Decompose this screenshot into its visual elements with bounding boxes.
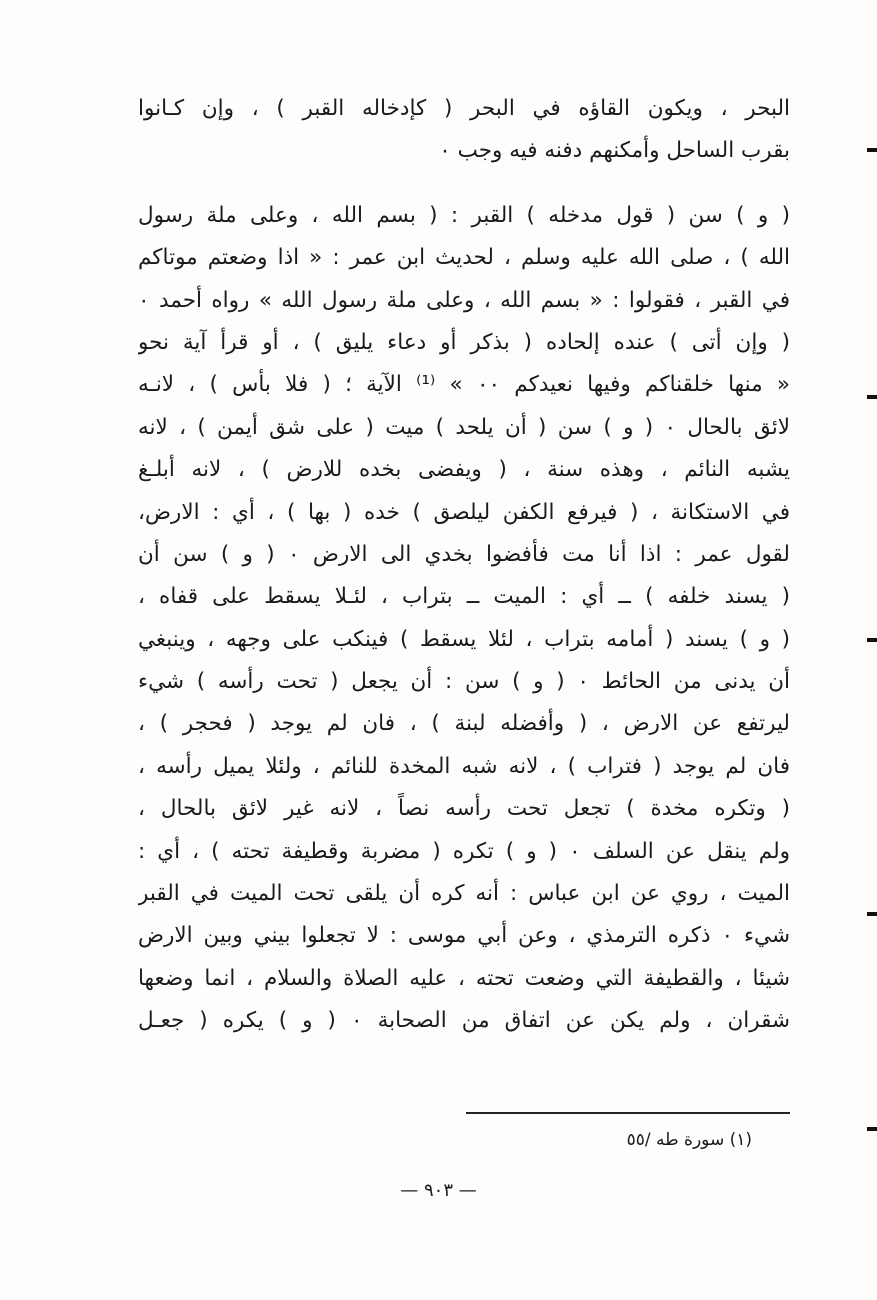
text-line: شيء ٠ ذكره الترمذي ، وعن أبي موسى : لا تجعلوا بيني وبين الارض <box>138 923 790 949</box>
paragraph <box>138 195 790 1043</box>
main-text <box>138 88 790 1043</box>
text-line: شيئا ، والقطيفة التي وضعت تحته ، عليه الصلاة والسلام ، انما وضعها <box>138 965 790 991</box>
text-line: لائق بالحال ٠ ( و ) سن ( أن يلحد ) ميت ( على شق أيمن ) ، لانه <box>138 414 790 440</box>
text-line: ( وتكره مخدة ) تجعل تحت رأسه نصاً ، لانه غير لائق بالحال ، <box>138 796 790 822</box>
text-line: في الاستكانة ، ( فيرفع الكفن ليلصق ) خده ( بها ) ، أي : الارض، <box>138 499 790 525</box>
text-line: الله ) ، صلى الله عليه وسلم ، لحديث ابن عمر : « اذا وضعتم موتاكم <box>138 245 790 271</box>
text-line: ( يسند خلفه ) ــ أي : الميت ــ بتراب ، لئـلا يسقط على قفاه ، <box>138 584 790 610</box>
text-line: في القبر ، فقولوا : « بسم الله ، وعلى ملة رسول الله » رواه أحمد ٠ <box>138 287 790 313</box>
footnote-separator <box>466 1112 790 1114</box>
text-line: ( و ) يسند ( أمامه بتراب ، لئلا يسقط ) فينكب على وجهه ، وينبغي <box>138 626 790 652</box>
text-line: ليرتفع عن الارض ، ( وأفضله لبنة ) ، فان لم يوجد ( فحجر ) ، <box>138 711 790 737</box>
paragraph <box>138 88 790 173</box>
text-line: البحر ، ويكون القاؤه في البحر ( كإدخاله القبر ) ، وإن كـانوا <box>138 96 790 121</box>
text-line: « منها خلقناكم وفيها نعيدكم ٠٠ » ⁽¹⁾ الآية ؛ ( فلا بأس ) ، لانـه <box>138 372 790 398</box>
text-line: شقران ، ولم يكن عن اتفاق من الصحابة ٠ ( و ) يكره ( جعـل <box>138 1008 790 1034</box>
text-line: ( و ) سن ( قول مدخله ) القبر : ( بسم الله ، وعلى ملة رسول <box>138 202 790 228</box>
text-line: فان لم يوجد ( فتراب ) ، لانه شبه المخدة للنائم ، ولئلا يميل رأسه ، <box>138 753 790 779</box>
text-line: الميت ، روي عن ابن عباس : أنه كره أن يلقى تحت الميت في القبر <box>138 881 790 907</box>
footnote: (١) سورة طه /٥٥ <box>626 1130 752 1150</box>
scan-edge-mark <box>867 395 877 399</box>
text-line: أن يدنى من الحائط ٠ ( و ) سن : أن يجعل ( تحت رأسه ) شيء <box>138 669 790 695</box>
text-line: ( وإن أتى ) عنده إلحاده ( بذكر أو دعاء يليق ) ، أو قرأ آية نحو <box>138 329 790 355</box>
scan-edge-mark <box>867 1127 877 1131</box>
text-line: بقرب الساحل وأمكنهم دفنه فيه وجب ٠ <box>439 138 790 164</box>
scan-edge-mark <box>867 148 877 152</box>
page-number: — ٩٠٣ — <box>400 1180 477 1201</box>
scan-edge-mark <box>867 638 877 642</box>
text-line: لقول عمر : اذا أنا مت فأفضوا بخدي الى الارض ٠ ( و ) سن أن <box>138 541 790 567</box>
text-line: ولم ينقل عن السلف ٠ ( و ) تكره ( مضربة وقطيفة تحته ) ، أي : <box>138 838 790 864</box>
scan-edge-mark <box>867 912 877 916</box>
text-line: يشبه النائم ، وهذه سنة ، ( ويفضى بخده للارض ) ، لانه أبلـغ <box>138 457 790 483</box>
paragraph-gap <box>138 173 790 195</box>
